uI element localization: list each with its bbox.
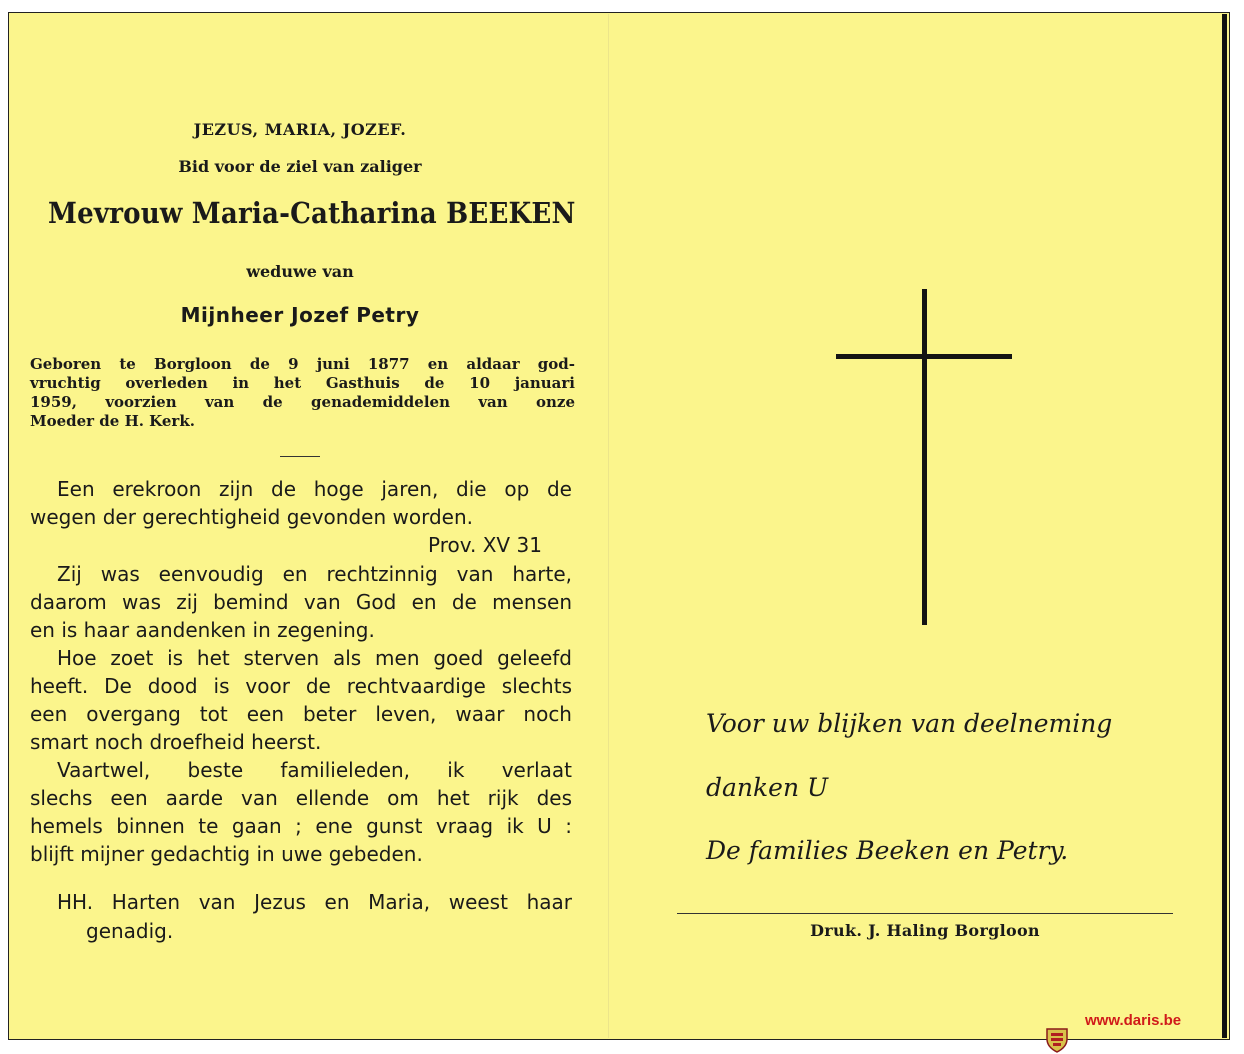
paragraph-line: smart noch droefheid heerst.: [30, 730, 322, 754]
paragraph-line: daarom was zij bemind van God en de mensen: [30, 590, 572, 614]
husband-name: Mijnheer Jozef Petry: [180, 303, 420, 327]
printer-divider: [677, 913, 1173, 914]
bio-line: Geboren te Borgloon de 9 juni 1877 en aldaar god-: [30, 355, 575, 373]
verse-line: wegen der gerechtigheid gevonden worden.: [30, 505, 473, 529]
widow-of-label: weduwe van: [246, 262, 354, 281]
cross-icon: [922, 289, 927, 625]
closing-line: HH. Harten van Jezus en Maria, weest haar: [57, 890, 572, 914]
paragraph-line: een overgang tot een beter leven, waar noch: [30, 702, 572, 726]
thanks-line: Voor uw blijken van deelneming: [706, 709, 1113, 738]
cross-icon-bar: [836, 354, 1012, 359]
paragraph-line: Vaartwel, beste familieleden, ik verlaat: [57, 758, 572, 782]
paragraph-line: slechs een aarde van ellende om het rijk des: [30, 786, 572, 810]
section-divider: [280, 456, 320, 457]
website-watermark[interactable]: www.daris.be: [1085, 1012, 1182, 1029]
bio-line: 1959, voorzien van de genademiddelen van onze: [30, 393, 575, 411]
paragraph-line: blijft mijner gedachtig in uwe gebeden.: [30, 842, 423, 866]
thanks-line: danken U: [706, 773, 829, 802]
thanks-line: De families Beeken en Petry.: [706, 836, 1069, 865]
card-edge-shadow: [1222, 14, 1227, 1038]
deceased-name: Mevrouw Maria-Catharina BEEKEN: [48, 196, 576, 230]
verse-line: Een erekroon zijn de hoge jaren, die op de: [57, 477, 572, 501]
bio-line: vruchtig overleden in het Gasthuis de 10 januari: [30, 374, 575, 392]
invocation-heading: JEZUS, MARIA, JOZEF.: [193, 120, 407, 139]
printer-credit: Druk. J. Haling Borgloon: [810, 921, 1040, 940]
paragraph-line: en is haar aandenken in zegening.: [30, 618, 375, 642]
closing-line: genadig.: [86, 919, 174, 943]
paragraph-line: Hoe zoet is het sterven als men goed geleefd: [57, 646, 572, 670]
prayer-line: Bid voor de ziel van zaliger: [178, 157, 422, 176]
card-fold-line: [608, 14, 609, 1038]
paragraph-line: hemels binnen te gaan ; ene gunst vraag ik U :: [30, 814, 572, 838]
paragraph-line: Zij was eenvoudig en rechtzinnig van harte,: [57, 562, 572, 586]
paragraph-line: heeft. De dood is voor de rechtvaardige slechts: [30, 674, 572, 698]
bio-line: Moeder de H. Kerk.: [30, 412, 195, 430]
verse-reference: Prov. XV 31: [428, 533, 542, 557]
